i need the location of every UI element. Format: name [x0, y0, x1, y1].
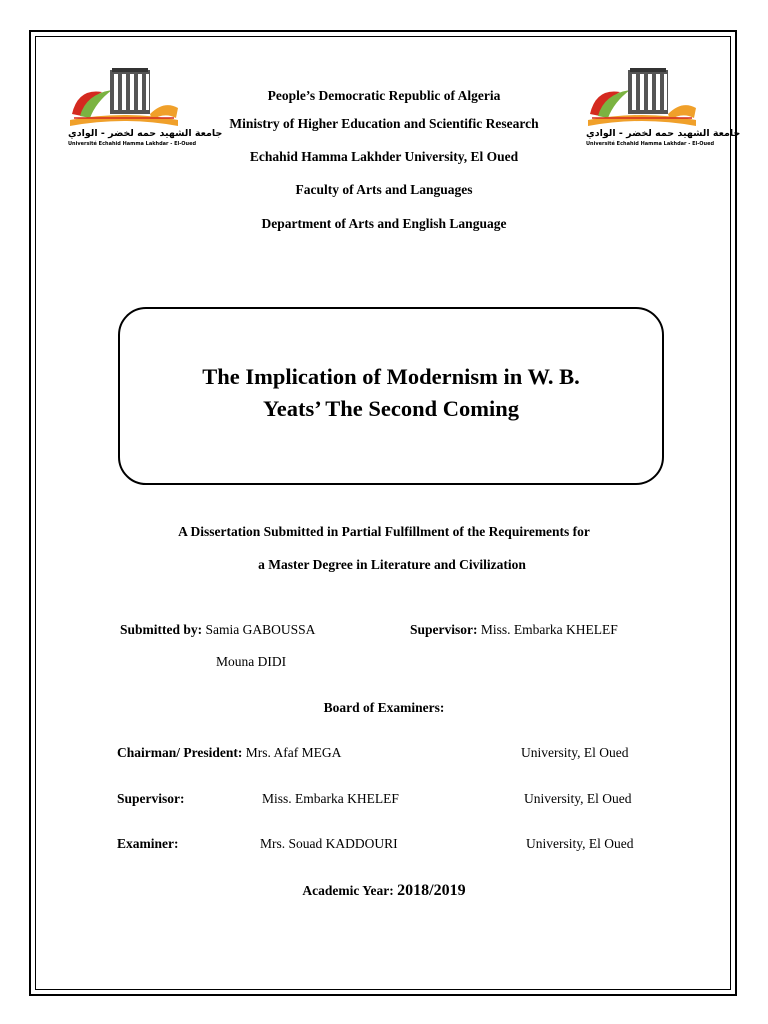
board-member-name: Mrs. Afaf MEGA	[245, 745, 342, 760]
academic-year	[0, 882, 768, 900]
header-faculty: Faculty of Arts and Languages	[295, 182, 473, 197]
board-institution: University, El Oued	[524, 791, 632, 806]
title-box	[118, 307, 664, 485]
title-line-2: Yeats’ The Second Coming	[262, 396, 520, 421]
title-line-1: The Implication of Modernism in W. B.	[202, 364, 580, 389]
submitted-by-label: Submitted by:	[120, 622, 203, 637]
board-institution: University, El Oued	[526, 836, 634, 851]
board-institution: University, El Oued	[521, 745, 629, 760]
board-role: Examiner:	[117, 836, 179, 851]
supervisor-info	[410, 621, 618, 639]
supervisor-label: Supervisor:	[410, 622, 478, 637]
logo-arabic-text: جامعة الشهيد حمه لخضر - الوادي	[586, 128, 741, 139]
board-role: Supervisor:	[117, 791, 185, 806]
university-logo-left	[68, 66, 223, 156]
dissertation-statement-line-1: A Dissertation Submitted in Partial Fulfillment of the Requirements for	[178, 524, 590, 539]
board-row-chairman	[117, 744, 341, 762]
academic-year-value: 2018/2019	[397, 882, 466, 899]
header-department: Department of Arts and English Language	[261, 216, 507, 231]
board-heading: Board of Examiners:	[323, 700, 445, 715]
header-university: Echahid Hamma Lakhder University, El Oued	[249, 149, 519, 164]
logo-latin-text: Université Echahid Hamma Lakhdar - El-Oued	[586, 141, 715, 147]
header-ministry: Ministry of Higher Education and Scientific Research	[229, 116, 539, 131]
board-member-name: Miss. Embarka KHELEF	[262, 791, 399, 806]
dissertation-title	[120, 361, 662, 425]
academic-year-label: Academic Year:	[302, 883, 394, 898]
supervisor-name: Miss. Embarka KHELEF	[480, 622, 618, 637]
header-country: People’s Democratic Republic of Algeria	[267, 88, 501, 103]
board-role: Chairman/ President:	[117, 745, 243, 760]
dissertation-statement-line-2: a Master Degree in Literature and Civilization	[258, 557, 526, 572]
university-logo-right	[586, 66, 741, 156]
board-member-name: Mrs. Souad KADDOURI	[260, 836, 398, 851]
logo-latin-text: Université Echahid Hamma Lakhdar - El-Oued	[68, 141, 197, 147]
logo-arabic-text: جامعة الشهيد حمه لخضر - الوادي	[68, 128, 223, 139]
student-name-1: Samia GABOUSSA	[205, 622, 316, 637]
submitted-by	[120, 621, 315, 639]
student-name-2: Mouna DIDI	[216, 654, 287, 669]
